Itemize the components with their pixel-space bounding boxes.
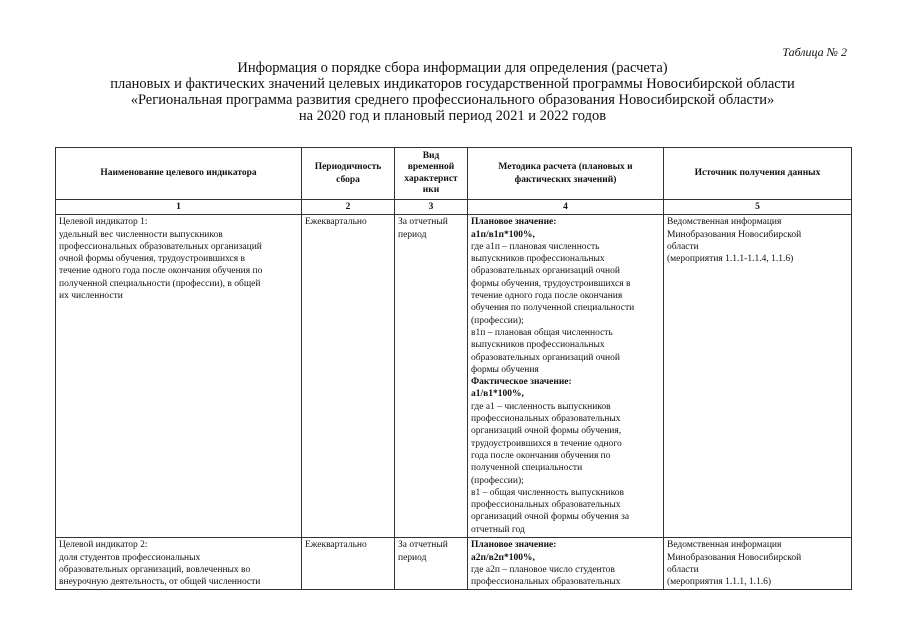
text-line: трудоустроившихся в течение одного bbox=[471, 438, 622, 449]
text-line: года после окончания обучения по bbox=[471, 450, 611, 461]
indicator-name-cell bbox=[56, 215, 302, 538]
text-line: полученной специальности bbox=[471, 463, 583, 474]
table-row bbox=[56, 215, 852, 538]
text-line: организаций очной формы обучения, bbox=[471, 426, 622, 437]
text-line: профессиональных образовательных bbox=[471, 500, 621, 511]
text-line: удельный вес численности выпускников bbox=[59, 229, 223, 240]
source-text bbox=[667, 539, 848, 588]
text-line: Ведомственная информация bbox=[667, 540, 782, 551]
table-header-row bbox=[56, 148, 852, 200]
text-line: течение одного года после окончания bbox=[471, 291, 623, 302]
text-line: формы обучения bbox=[471, 364, 539, 375]
text-line: организаций очной формы обучения за bbox=[471, 512, 630, 523]
column-number: 3 bbox=[395, 200, 468, 215]
text-line: профессиональных образовательных bbox=[471, 577, 621, 588]
text-line: области bbox=[667, 564, 699, 575]
indicators-table bbox=[55, 147, 852, 590]
plan-heading: Плановое значение: bbox=[471, 217, 557, 228]
source-cell bbox=[664, 215, 852, 538]
column-header: Периодичность сбора bbox=[302, 148, 395, 200]
text-line: формы обучения, трудоустроившихся в bbox=[471, 278, 631, 289]
text-line: полученной специальности (профессии), в общей bbox=[59, 278, 261, 289]
indicator-name-text bbox=[59, 539, 298, 588]
method-cell bbox=[468, 215, 664, 538]
column-header: Источник получения данных bbox=[664, 148, 852, 200]
plan-formula: а1п/в1п*100%, bbox=[471, 229, 535, 240]
text-line: очной формы обучения, трудоустроившихся в bbox=[59, 254, 246, 265]
column-number-row bbox=[56, 200, 852, 215]
indicator-name-text bbox=[59, 216, 298, 302]
text-line: обучения по полученной специальности bbox=[471, 303, 635, 314]
column-header: Наименование целевого индикатора bbox=[56, 148, 302, 200]
text-line: отчетный год bbox=[471, 524, 525, 535]
text-line: течение одного года после окончания обучения по bbox=[59, 266, 263, 277]
text-line: области bbox=[667, 241, 699, 252]
column-header: Вид временной характерист ики bbox=[395, 148, 468, 200]
fact-heading: Фактическое значение: bbox=[471, 377, 572, 388]
text-line: выпускников профессиональных bbox=[471, 254, 605, 265]
text-line: где а1п – плановая численность bbox=[471, 241, 600, 252]
indicator-name-cell bbox=[56, 538, 302, 590]
text-line: профессиональных образовательных bbox=[471, 414, 621, 425]
fact-formula: а1/в1*100%, bbox=[471, 389, 524, 400]
period-cell: Ежеквартально bbox=[302, 538, 395, 590]
text-line: где а1 – численность выпускников bbox=[471, 401, 611, 412]
plan-formula: а2п/в2п*100%, bbox=[471, 552, 535, 563]
text-line: (мероприятия 1.1.1-1.1.4, 1.1.6) bbox=[667, 254, 794, 265]
text-line: образовательных организаций очной bbox=[471, 266, 620, 277]
column-number: 1 bbox=[56, 200, 302, 215]
text-line: выпускников профессиональных bbox=[471, 340, 605, 351]
document-title bbox=[40, 60, 865, 124]
column-header: Методика расчета (плановых и фактических значений) bbox=[468, 148, 664, 200]
source-text bbox=[667, 216, 848, 265]
time-characteristic-cell: За отчетный период bbox=[395, 538, 468, 590]
table-number: Таблица № 2 bbox=[782, 45, 847, 59]
plan-heading: Плановое значение: bbox=[471, 540, 557, 551]
text-line: (профессии); bbox=[471, 475, 524, 486]
text-line: (профессии); bbox=[471, 315, 524, 326]
method-text bbox=[471, 216, 660, 536]
text-line: Целевой индикатор 1: bbox=[59, 217, 148, 228]
text-line: профессиональных образовательных организаций bbox=[59, 241, 262, 252]
text-line: Целевой индикатор 2: bbox=[59, 540, 148, 551]
time-characteristic-cell: За отчетный период bbox=[395, 215, 468, 538]
table-row bbox=[56, 538, 852, 590]
column-number: 5 bbox=[664, 200, 852, 215]
title-line: плановых и фактических значений целевых индикаторов государственной программы Новосибирской области bbox=[110, 76, 795, 92]
method-text bbox=[471, 539, 660, 588]
text-line: Ведомственная информация bbox=[667, 217, 782, 228]
text-line: в1 – общая численность выпускников bbox=[471, 487, 624, 498]
title-line: на 2020 год и плановый период 2021 и 2022 годов bbox=[298, 108, 607, 124]
text-line: Минобразования Новосибирской bbox=[667, 552, 802, 563]
text-line: в1п – плановая общая численность bbox=[471, 327, 613, 338]
text-line: (мероприятия 1.1.1, 1.1.6) bbox=[667, 577, 772, 588]
text-line: внеурочную деятельность, от общей численности bbox=[59, 577, 261, 588]
title-line: Информация о порядке сбора информации для определения (расчета) bbox=[237, 60, 668, 76]
text-line: образовательных организаций очной bbox=[471, 352, 620, 363]
text-line: доля студентов профессиональных bbox=[59, 552, 201, 563]
column-number: 2 bbox=[302, 200, 395, 215]
period-cell: Ежеквартально bbox=[302, 215, 395, 538]
source-cell bbox=[664, 538, 852, 590]
text-line: образовательных организаций, вовлеченных во bbox=[59, 564, 251, 575]
text-line: Минобразования Новосибирской bbox=[667, 229, 802, 240]
text-line: их численности bbox=[59, 291, 123, 302]
method-cell bbox=[468, 538, 664, 590]
title-line: «Региональная программа развития среднего профессионального образования Новосибирской области» bbox=[130, 92, 775, 108]
column-number: 4 bbox=[468, 200, 664, 215]
text-line: где а2п – плановое число студентов bbox=[471, 564, 615, 575]
